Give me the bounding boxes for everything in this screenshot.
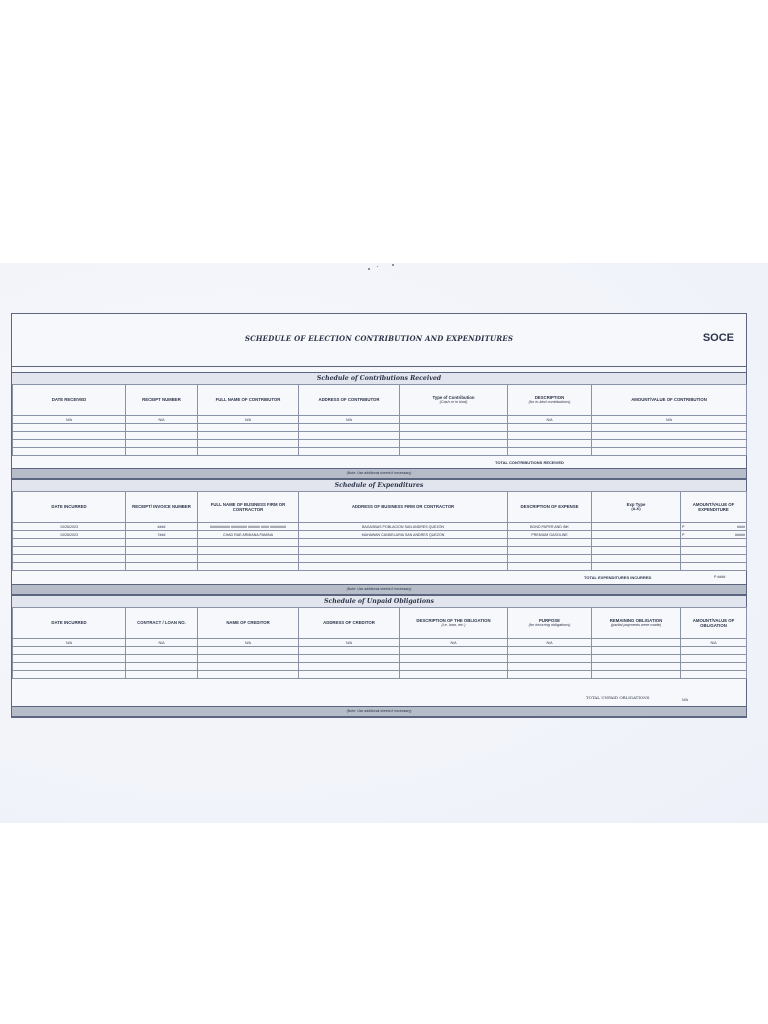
col-contribution-description-label: DESCRIPTION	[534, 394, 565, 400]
table-row	[13, 639, 747, 647]
col-obligation-description	[400, 608, 508, 639]
contributions-table	[12, 384, 747, 456]
cell-remaining	[592, 639, 681, 647]
table-row	[13, 440, 747, 448]
col-expense-type-label: Exp Type	[626, 501, 646, 507]
obligations-header-row	[13, 608, 747, 639]
cell-address: BAGASBAS POBLACION SAN ANDRES QUEZON	[299, 523, 508, 531]
cell-description: BOND PAPER AND INK	[508, 523, 592, 531]
contributions-section-title: Schedule of Contributions Received	[12, 372, 746, 385]
expenditures-section-title: Schedule of Expenditures	[12, 479, 746, 492]
obligations-note: (Note: Use additional sheets if necessary)	[12, 706, 746, 717]
obligations-total-label: TOTAL UNPAID OBLIGATIONS	[586, 695, 650, 700]
col-expense-type-sub: (A-K)	[631, 507, 641, 511]
col-expense-type	[592, 492, 681, 523]
col-business-name: FULL NAME OF BUSINESS FIRM OR CONTRACTOR	[198, 492, 299, 523]
col-purpose-label: PURPOSE	[538, 617, 560, 623]
col-remaining-obligation	[592, 608, 681, 639]
col-contribution-type-label: Type of Contribution	[432, 394, 475, 400]
cell-receipt: N/A	[126, 416, 198, 424]
cell-address: N/A	[299, 639, 400, 647]
expenditures-note: (Note: Use additional sheets if necessary)	[12, 584, 746, 595]
col-remaining-obligation-label: REMAINING OBLIGATION	[609, 617, 663, 623]
table-row	[13, 547, 747, 555]
table-row	[13, 432, 747, 440]
col-creditor-address: ADDRESS OF CREDITOR	[299, 608, 400, 639]
cell-amount: N/A	[592, 416, 747, 424]
cell-name: CHAD RAE ARMIANA PAMINA	[198, 531, 299, 539]
table-row	[13, 424, 747, 432]
expenditures-total-value: P ####	[714, 575, 726, 579]
cell-contract: N/A	[126, 639, 198, 647]
cell-name: ########## ######## ###### #### ########	[198, 523, 299, 531]
cell-amount-value: #####	[735, 532, 745, 537]
contributions-header-row	[13, 385, 747, 416]
cell-amount-value: ####	[737, 524, 745, 529]
col-date-incurred: DATE INCURRED	[13, 492, 126, 523]
scan-speck	[368, 268, 370, 270]
col-contract-loan: CONTRACT / LOAN NO.	[126, 608, 198, 639]
cell-currency: P	[682, 532, 685, 537]
cell-type	[592, 531, 681, 539]
table-row	[13, 523, 747, 531]
table-row	[13, 663, 747, 671]
col-business-address: ADDRESS OF BUSINESS FIRM OR CONTRACTOR	[299, 492, 508, 523]
obligations-table	[12, 607, 747, 679]
cell-date: N/A	[13, 639, 126, 647]
form-code: SOCE	[702, 332, 734, 344]
table-row	[13, 531, 747, 539]
scan-speck	[377, 266, 378, 267]
col-creditor-name: NAME OF CREDITOR	[198, 608, 299, 639]
col-contribution-description-sub: (for in-kind contributions)	[528, 400, 571, 404]
cell-amount	[681, 523, 747, 531]
contributions-total-label: TOTAL CONTRIBUTIONS RECEIVED	[495, 460, 564, 465]
table-row	[13, 448, 747, 456]
col-receipt-invoice: RECEIPT/ INVOICE NUMBER	[126, 492, 198, 523]
col-date-incurred: DATE INCURRED	[13, 608, 126, 639]
cell-type	[592, 523, 681, 531]
col-contribution-type-sub: (Cash or in kind)	[439, 400, 468, 404]
soce-form	[11, 313, 747, 718]
cell-address: N/A	[299, 416, 400, 424]
obligations-section-title: Schedule of Unpaid Obligations	[12, 595, 746, 608]
contributions-note: (Note: Use additional sheets if necessary)	[12, 468, 746, 479]
col-expense-description: DESCRIPTION OF EXPENSE	[508, 492, 592, 523]
table-row	[13, 671, 747, 679]
col-receipt-number: RECEIPT NUMBER	[126, 385, 198, 416]
expenditures-total-label: TOTAL EXPENDITURES INCURRED	[584, 575, 652, 580]
col-date-received: DATE RECEIVED	[13, 385, 126, 416]
cell-type	[400, 416, 508, 424]
cell-description: N/A	[400, 639, 508, 647]
scan-speck	[392, 264, 394, 266]
col-remaining-obligation-sub: (partial payments were made)	[610, 623, 662, 627]
col-contribution-description	[508, 385, 592, 416]
cell-currency: P	[682, 524, 685, 529]
table-row	[13, 555, 747, 563]
table-row	[13, 655, 747, 663]
col-contributor-address: ADDRESS OF CONTRIBUTOR	[299, 385, 400, 416]
table-row	[13, 563, 747, 571]
cell-creditor: N/A	[198, 639, 299, 647]
table-row	[13, 647, 747, 655]
expenditures-header-row	[13, 492, 747, 523]
col-expenditure-amount: AMOUNT/VALUE OF EXPENDITURE	[681, 492, 747, 523]
col-purpose-sub: (for incurring obligations)	[528, 623, 571, 627]
cell-amount	[681, 531, 747, 539]
obligations-total-value: N/A	[682, 698, 688, 702]
col-contribution-type	[400, 385, 508, 416]
cell-name: N/A	[198, 416, 299, 424]
col-obligation-description-sub: (i.e. loan, etc.)	[441, 623, 466, 627]
cell-date: N/A	[13, 416, 126, 424]
col-contribution-amount: AMOUNT/VALUE OF CONTRIBUTION	[592, 385, 747, 416]
form-title-band	[12, 314, 746, 367]
col-obligation-amount: AMOUNT/VALUE OF OBLIGATION	[681, 608, 747, 639]
col-obligation-description-label: DESCRIPTION OF THE OBLIGATION	[416, 617, 491, 623]
cell-description: PREMIUM GASOLINE	[508, 531, 592, 539]
cell-receipt: ####	[126, 523, 198, 531]
cell-date: 10/26/2023	[13, 523, 126, 531]
col-contributor-name: FULL NAME OF CONTRIBUTOR	[198, 385, 299, 416]
cell-date: 10/28/2023	[13, 531, 126, 539]
cell-receipt: 7###	[126, 531, 198, 539]
cell-purpose: N/A	[508, 639, 592, 647]
table-row	[13, 416, 747, 424]
cell-amount: N/A	[681, 639, 747, 647]
cell-description: N/A	[508, 416, 592, 424]
expenditures-table	[12, 491, 747, 571]
cell-address: MAHAWAN CANDELARIA SAN ANDRES QUEZON	[299, 531, 508, 539]
table-row	[13, 539, 747, 547]
form-title: SCHEDULE OF ELECTION CONTRIBUTION AND EXPENDITURES	[244, 334, 514, 343]
col-purpose	[508, 608, 592, 639]
